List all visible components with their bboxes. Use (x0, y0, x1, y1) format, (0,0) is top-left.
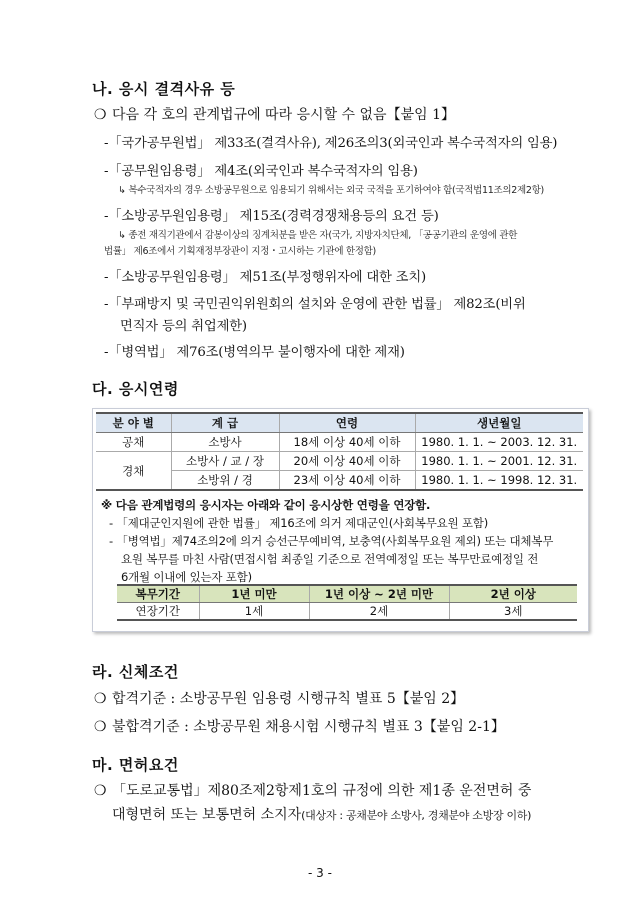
law-item-4: -「소방공무원임용령」 제51조(부정행위자에 대한 조치) (104, 270, 426, 285)
col-birth: 생년월일 (415, 413, 583, 433)
physical-pass-criteria: ❍ 합격기준 : 소방공무원 임용령 시행규칙 별표 5【붙임 2】 (94, 691, 465, 707)
law-item-3-note-line2: 법률」 제6조에서 기획재정부장관이 지정・고시하는 기관에 한정함) (104, 246, 376, 257)
law-item-5: -「부패방지 및 국민권익위원회의 설치와 운영에 관한 법률」 제82조(비위 (104, 297, 526, 312)
section-title-disqualification: 나. 응시 결격사유 등 (92, 80, 236, 98)
license-requirement-cont: 대형면허 또는 보통면허 소지자(대상자 : 공채분야 소방사, 경채분야 소방장 이하) (112, 807, 532, 823)
law-item-6: -「병역법」 제76조(병역의무 불이행자에 대한 제재) (104, 345, 405, 360)
age-table (96, 412, 583, 491)
law-item-1: -「국가공무원법」 제33조(결격사유), 제26조의3(외국인과 복수국적자의 임용) (104, 136, 558, 151)
col-age: 연령 (279, 413, 415, 433)
age-table-header (96, 413, 583, 433)
table-row: 연장기간 1세 2세 3세 (117, 603, 577, 621)
physical-fail-criteria: ❍ 불합격기준 : 소방공무원 채용시험 시행규칙 별표 3【붙임 2-1】 (94, 719, 505, 735)
table-row: 공채 소방사 18세 이상 40세 이하 1980. 1. 1. ~ 2003. 12. 31. (96, 433, 583, 452)
service-table-header: 복무기간 1년 미만 1년 이상 ~ 2년 미만 2년 이상 (117, 585, 577, 603)
disqualification-intro: ❍ 다음 각 호의 관계법규에 따라 응시할 수 없음【붙임 1】 (94, 107, 455, 123)
col-rank: 계 급 (171, 413, 279, 433)
law-item-5-cont: 면직자 등의 취업제한) (120, 319, 247, 334)
page-number: - 3 - (308, 866, 332, 880)
table-row: 소방위 / 경 23세 이상 40세 이하 1980. 1. 1. ~ 1998. 12. 31. (96, 471, 583, 491)
service-extension-table (117, 584, 577, 621)
age-requirements-box (92, 408, 589, 632)
license-requirement: ❍ 「도로교통법」제80조제2항제1호의 규정에 의한 제1종 운전면허 중 (94, 783, 532, 799)
law-item-3: -「소방공무원임용령」 제15조(경력경쟁채용등의 요건 등) (104, 209, 439, 224)
section-title-age: 다. 응시연령 (92, 380, 179, 398)
table-row: 경채 소방사 / 교 / 장 20세 이상 40세 이하 1980. 1. 1. ~ 2001. 12. 31. (96, 452, 583, 471)
section-title-license: 마. 면허요건 (92, 756, 179, 774)
circle-bullet: ❍ (94, 107, 107, 123)
extension-item-1: - 「제대군인지원에 관한 법률」 제16조에 의거 제대군인(사회복무요원 포함) (109, 516, 488, 530)
section-title-physical: 라. 신체조건 (92, 663, 179, 681)
extension-item-2-cont2: 6개월 이내에 있는자 포함) (121, 570, 252, 584)
col-field: 분 야 별 (96, 413, 171, 433)
law-item-2-note: ↳ 복수국적자의 경우 소방공무원으로 임용되기 위해서는 외국 국적을 포기하여야 함(국적법11조의2제2항) (118, 185, 544, 196)
age-extension-note: ※ 다음 관계법령의 응시자는 아래와 같이 응시상한 연령을 연장함. (101, 498, 431, 512)
extension-item-2-cont1: 요원 복무를 마친 사람(면접시험 최종일 기준으로 전역예정일 또는 복무만료예정일 전 (121, 552, 539, 566)
law-item-3-note-line1: ↳ 종전 재직기관에서 감봉이상의 징계처분을 받은 자(국가, 지방자치단체, 「공공기관의 운영에 관한 (118, 230, 518, 241)
law-item-2: -「공무원임용령」 제4조(외국인과 복수국적자의 임용) (104, 164, 418, 179)
extension-item-2: - 「병역법」제74조의2에 의거 승선근무예비역, 보충역(사회복무요원 제외) 또는 대체복무 (109, 534, 554, 548)
